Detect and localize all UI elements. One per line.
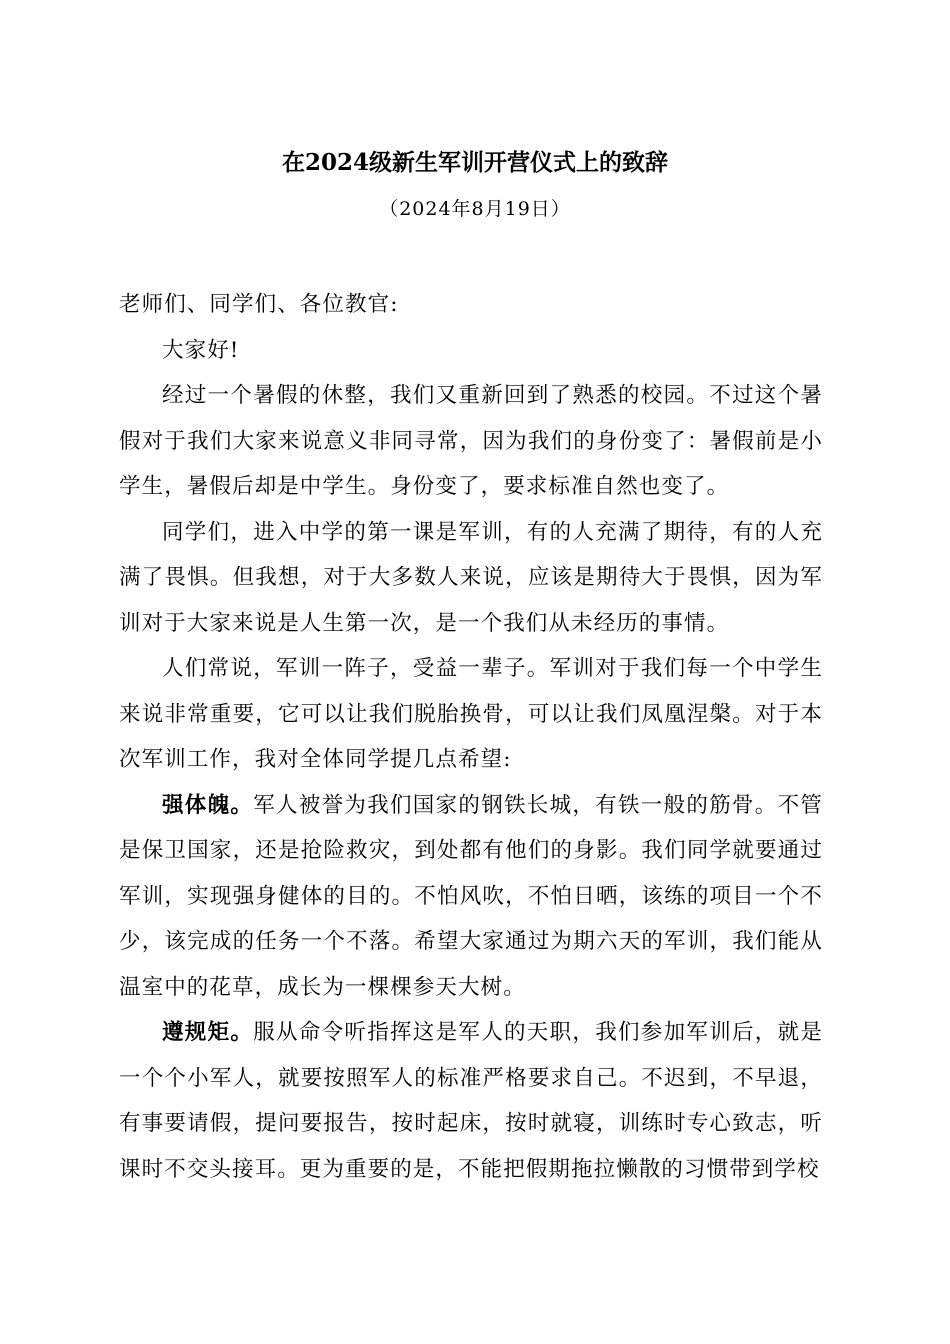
point-heading: 遵规矩。 — [162, 1020, 254, 1045]
paragraph: 同学们，进入中学的第一课是军训，有的人充满了期待，有的人充满了畏惧。但我想，对于大多数人来说，应该是期待大于畏惧，因为军训对于大家来说是人生第一次，是一个我们从未经历的事情。 — [119, 519, 823, 636]
point-heading: 强体魄。 — [162, 792, 254, 818]
paragraph: 人们常说，军训一阵子，受益一辈子。军训对于我们每一个中学生来说非常重要，它可以让我们脱胎换骨，可以让我们凤凰涅槃。对于本次军训工作，我对全体同学提几点希望: — [119, 656, 823, 772]
point-text: 军人被誉为我们国家的钢铁长城，有铁一般的筋骨。不管是保卫国家，还是抢险救灾，到处都有他们的身影。我们同学就要通过军训，实现强身健体的目的。不怕风吹，不怕日晒，该练的项目一个不少，该完成的任务一个不落。希望大家通过为期六天的军训，我们能从温室中的花草，成长为一棵棵参天大树。 — [119, 792, 823, 1000]
greeting: 大家好! — [162, 337, 240, 363]
point-paragraph — [119, 783, 823, 1011]
document-title: 在2024级新生军训开营仪式上的致辞 — [281, 149, 668, 176]
document-date: （2024年8月19日） — [379, 198, 571, 220]
document-body — [119, 282, 823, 1192]
paragraph: 经过一个暑假的休整，我们又重新回到了熟悉的校园。不过这个暑假对于我们大家来说意义非同寻常，因为我们的身份变了：暑假前是小学生，暑假后却是中学生。身份变了，要求标准自然也变了。 — [119, 383, 823, 499]
point-paragraph — [119, 1010, 823, 1192]
point-text: 服从命令听指挥这是军人的天职，我们参加军训后，就是一个个小军人，就要按照军人的标准严格要求自己。不迟到，不早退，有事要请假，提问要报告，按时起床，按时就寝，训练时专心致志，听课时不交头接耳。更为重要的是，不能把假期拖拉懒散的习惯带到学校 — [119, 1020, 823, 1182]
salutation: 老师们、同学们、各位教官: — [119, 292, 399, 317]
